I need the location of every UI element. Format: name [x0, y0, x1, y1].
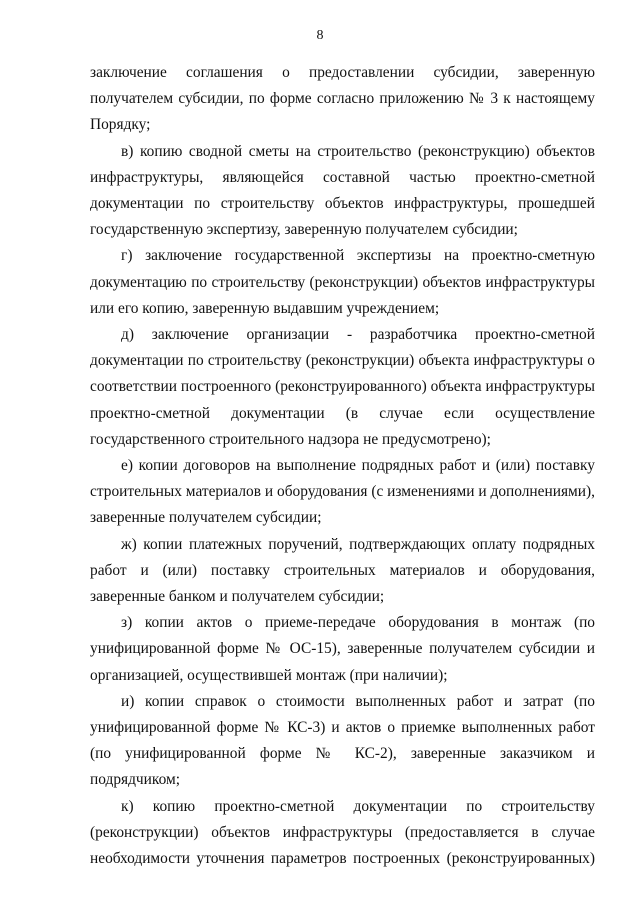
paragraph-item-z: з) копии актов о приеме-передаче оборудования в монтаж (по унифицированной форме № ОС-15), заверенные получателем субсидии и организацией, осуществившей монтаж (при наличии);: [90, 614, 595, 684]
page-number: 8: [316, 28, 324, 43]
paragraph-item-k: к) копию проектно-сметной документации по строительству (реконструкции) объектов инфраструктуры (предоставляется в случае необходимости уточнения параметров построенных (реконструированных): [90, 797, 595, 868]
paragraph-item-g: г) заключение государственной экспертизы на проектно-сметную документацию по строительству (реконструкции) объектов инфраструктуры или его копию, заверенную выдавшим учреждением;: [90, 247, 595, 317]
paragraph-continuation: заключение соглашения о предоставлении субсидии, заверенную получателем субсидии, по форме согласно приложению № 3 к настоящему Порядку;: [90, 64, 595, 134]
paragraph-item-e: е) копии договоров на выполнение подрядных работ и (или) поставку строительных материалов и оборудования (с изменениями и дополнениями), заверенные получателем субсидии;: [90, 457, 595, 527]
paragraph-item-zh: ж) копии платежных поручений, подтверждающих оплату подрядных работ и (или) поставку строительных материалов и оборудования, заверенные банком и получателем субсидии;: [90, 535, 595, 606]
paragraph-item-v: в) копию сводной сметы на строительство (реконструкцию) объектов инфраструктуры, являющейся составной частью проектно-сметной документации по строительству объектов инфраструктуры, прошедшей государственную экспертизу, заверенную получателем субсидии;: [90, 142, 595, 239]
document-body: [90, 60, 595, 872]
paragraph-item-i: и) копии справок о стоимости выполненных работ и затрат (по унифицированной форме № КС-3) и актов о приемке выполненных работ (по унифицированной форме № КС-2), заверенные заказчиком и подрядчиком;: [90, 692, 595, 789]
paragraph-item-d: д) заключение организации - разработчика проектно-сметной документации по строительству (реконструкции) объекта инфраструктуры о соответствии построенного (реконструированного) объекта инфраструктуры проектно-сметной документации (в случае если осуществление государственного строительного надзора не предусмотрено);: [90, 326, 595, 448]
